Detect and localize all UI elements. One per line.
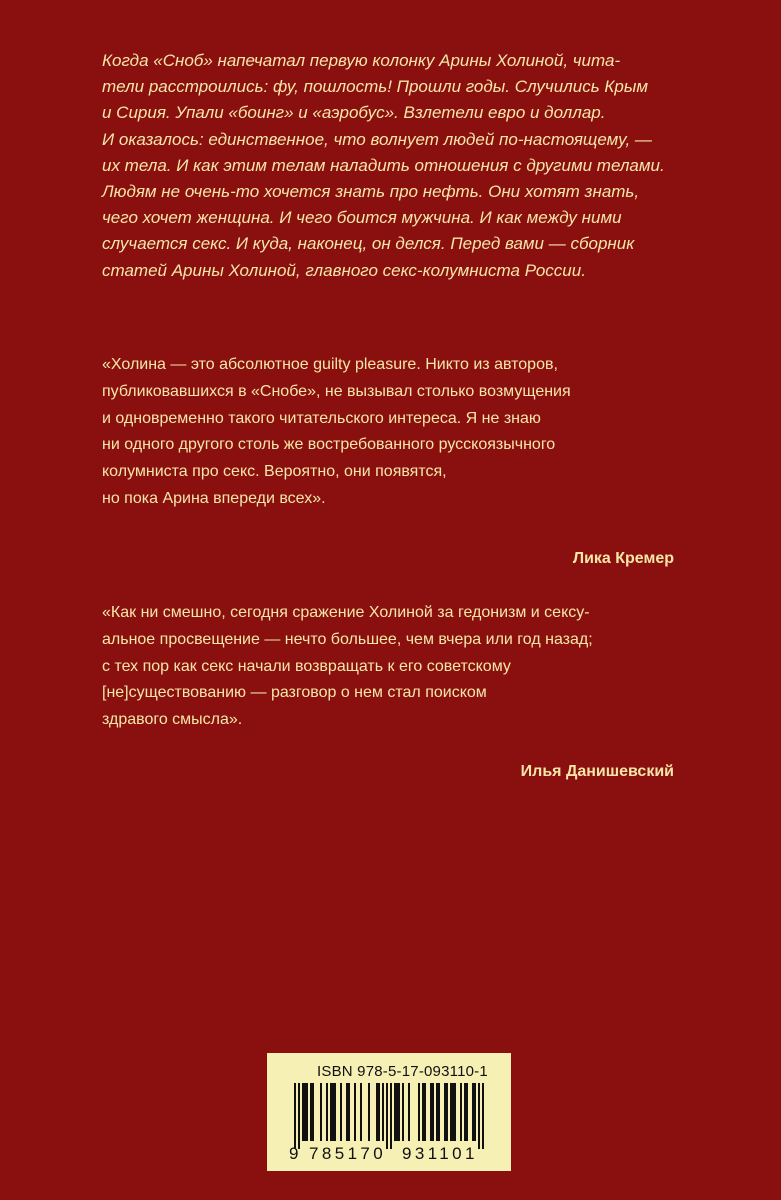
barcode-bar xyxy=(306,1083,308,1141)
barcode-bar xyxy=(382,1083,384,1141)
barcode-bar xyxy=(430,1083,432,1141)
barcode-guard-bar xyxy=(478,1083,480,1149)
quote-line: колумниста про секс. Вероятно, они появятся, xyxy=(102,463,447,481)
barcode-bar xyxy=(320,1083,322,1141)
barcode-bar xyxy=(334,1083,336,1141)
barcode-bar xyxy=(360,1083,362,1141)
barcode-bar xyxy=(330,1083,332,1141)
quote-line: здравого смысла». xyxy=(102,711,243,729)
blurb-line: случается секс. И куда, наконец, он делся. Перед вами — сборник xyxy=(102,234,635,254)
blurb-line: статей Арины Холиной, главного секс-колумниста России. xyxy=(102,260,586,280)
blurb-line: тели расстроились: фу, пошлость! Прошли годы. Случились Крым xyxy=(102,77,649,97)
barcode-bar xyxy=(422,1083,424,1141)
quote-author-2: Илья Данишевский xyxy=(520,763,674,780)
cover-blurb xyxy=(102,48,682,284)
barcode-guard-bar xyxy=(482,1083,484,1149)
quote-line: с тех пор как секс начали возвращать к его советскому xyxy=(102,657,511,675)
barcode-bar xyxy=(436,1083,438,1141)
barcode-bar xyxy=(424,1083,426,1141)
barcode-bar xyxy=(326,1083,328,1141)
blurb-line: чего хочет женщина. И чего боится мужчина. И как между ними xyxy=(102,208,622,228)
barcode-bar xyxy=(354,1083,356,1141)
barcode-guard-bar xyxy=(298,1083,300,1149)
barcode-bar xyxy=(418,1083,420,1141)
blurb-line: И оказалось: единственное, что волнует людей по-настоящему, — xyxy=(102,129,652,149)
barcode-guard-bar xyxy=(390,1083,392,1149)
quote-line: ни одного другого столь же востребованного русскоязычного xyxy=(102,436,556,454)
barcode-bar xyxy=(394,1083,396,1141)
barcode-bar xyxy=(460,1083,462,1141)
blurb-line: их тела. И как этим телам наладить отношения с другими телами. xyxy=(102,155,665,175)
blurb-line: и Сирия. Упали «боинг» и «аэробус». Взлетели евро и доллар. xyxy=(102,103,606,123)
quote-author-1: Лика Кремер xyxy=(572,550,674,567)
barcode-bar xyxy=(378,1083,380,1141)
quote-line: но пока Арина впереди всех». xyxy=(102,489,326,507)
quote-line: и одновременно такого читательского интереса. Я не знаю xyxy=(102,409,541,427)
barcode-first-digit: 9 xyxy=(289,1144,299,1163)
barcode-guard-bar xyxy=(386,1083,388,1149)
quote-line: публиковавшихся в «Снобе», не вызывал столько возмущения xyxy=(102,382,571,400)
review-quote-2 xyxy=(102,600,682,734)
quote-line: альное просвещение — нечто большее, чем вчера или год назад; xyxy=(102,630,593,648)
barcode-bar xyxy=(450,1083,452,1141)
barcode-bar xyxy=(376,1083,378,1141)
quote-line: «Как ни смешно, сегодня сражение Холиной за гедонизм и сексу- xyxy=(102,604,590,621)
barcode-bar xyxy=(474,1083,476,1141)
barcode-bar xyxy=(464,1083,466,1141)
barcode-bar xyxy=(302,1083,304,1141)
barcode-bar xyxy=(396,1083,398,1141)
barcode-bar xyxy=(368,1083,370,1141)
barcode-left-group: 785170 xyxy=(309,1144,387,1163)
isbn-barcode-block xyxy=(267,1053,511,1171)
barcode-bar xyxy=(444,1083,446,1141)
barcode-bar xyxy=(472,1083,474,1141)
barcode-guard-bar xyxy=(294,1083,296,1149)
barcode-bar xyxy=(348,1083,350,1141)
barcode-bars xyxy=(289,1083,489,1149)
barcode-bar xyxy=(438,1083,440,1141)
barcode-bar xyxy=(454,1083,456,1141)
barcode-bar xyxy=(446,1083,448,1141)
barcode-bar xyxy=(408,1083,410,1141)
quote-line: «Холина — это абсолютное guilty pleasure. Никто из авторов, xyxy=(102,356,558,373)
review-quote-1 xyxy=(102,352,682,513)
barcode-bar xyxy=(346,1083,348,1141)
barcode-right-group: 931101 xyxy=(402,1144,478,1163)
isbn-label: ISBN 978-5-17-093110-1 xyxy=(317,1063,488,1080)
barcode-bar xyxy=(310,1083,312,1141)
barcode-bar xyxy=(398,1083,400,1141)
barcode-bar xyxy=(432,1083,434,1141)
barcode-bar xyxy=(304,1083,306,1141)
blurb-line: Людям не очень-то хочется знать про нефть. Они хотят знать, xyxy=(102,182,640,202)
barcode-bar xyxy=(452,1083,454,1141)
barcode-bar xyxy=(332,1083,334,1141)
barcode-bar xyxy=(312,1083,314,1141)
barcode-bar xyxy=(466,1083,468,1141)
barcode-bar xyxy=(402,1083,404,1141)
barcode-bar xyxy=(340,1083,342,1141)
blurb-line: Когда «Сноб» напечатал первую колонку Арины Холиной, чита- xyxy=(102,51,621,70)
quote-line: [не]существованию — разговор о нем стал поиском xyxy=(102,684,487,702)
